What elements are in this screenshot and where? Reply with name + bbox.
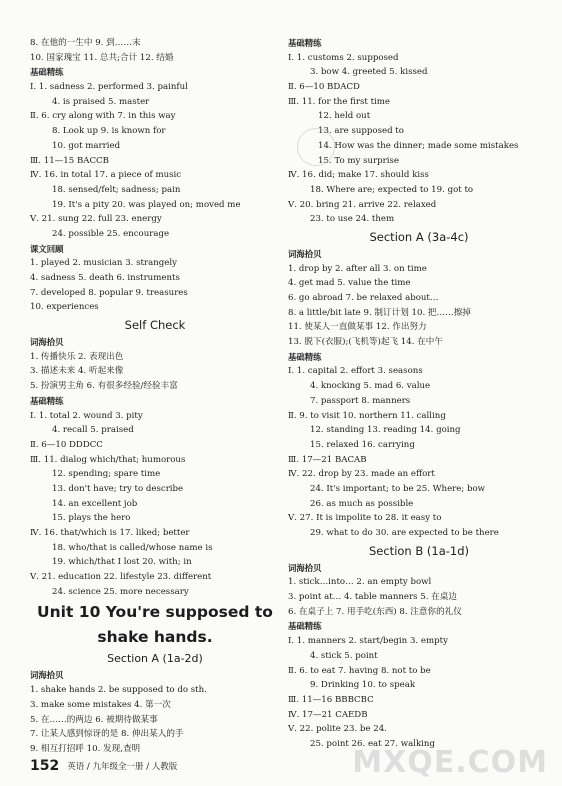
answer-line: 1. stick…into… 2. an empty bowl bbox=[288, 577, 432, 588]
answer-line: 7. 让某人感到惊讶的是 8. 伸出某人的手 bbox=[30, 729, 184, 740]
answer-line: 4. is praised 5. master bbox=[52, 96, 150, 107]
answer-line: 9. 相互打招呼 10. 发现,查明 bbox=[30, 743, 141, 754]
answer-line: 26. as much as possible bbox=[310, 498, 414, 509]
section-heading: 课文回顾 bbox=[30, 243, 64, 254]
section-title: Section A (1a-2d) bbox=[107, 652, 203, 666]
answer-line: 29. what to do 30. are expected to be there bbox=[310, 528, 499, 538]
answer-line: 3. 描述未来 4. 听起来像 bbox=[30, 366, 124, 377]
left-column bbox=[30, 36, 280, 757]
answer-line: Ⅲ. 11. dialog which/that; humorous bbox=[30, 454, 186, 465]
answer-line: 4. stick 5. point bbox=[310, 650, 378, 661]
section-heading: 基础精练 bbox=[30, 67, 64, 78]
answer-line: 1. 传播快乐 2. 表现出色 bbox=[30, 351, 124, 362]
answer-line: 10. 国家瑰宝 11. 总共;合计 12. 结婚 bbox=[30, 52, 174, 63]
answer-line: 11. 使某人一直做某事 12. 作出努力 bbox=[288, 322, 427, 333]
answer-line: Ⅱ. 6—10 BDACD bbox=[288, 82, 360, 93]
section-heading: 词海拾贝 bbox=[30, 337, 64, 348]
answer-line: 19. It's a pity 20. was played on; moved me bbox=[52, 199, 241, 210]
answer-line: 24. It's important; to be 25. Where; bow bbox=[310, 483, 486, 494]
answer-line: 3. point at… 4. table manners 5. 在桌边 bbox=[288, 592, 457, 603]
watermark-logo: MXQE.COM bbox=[352, 745, 548, 780]
answer-line: 9. Drinking 10. to speak bbox=[310, 680, 416, 691]
section-heading: 基础精练 bbox=[288, 621, 322, 632]
answer-line: 5. 在……的两边 6. 被期待做某事 bbox=[30, 714, 158, 725]
section-heading: 词海拾贝 bbox=[288, 248, 322, 259]
answer-line: 24. science 25. more necessary bbox=[52, 586, 189, 597]
answer-line: 4. recall 5. praised bbox=[52, 425, 134, 436]
answer-line: 18. who/that is called/whose name is bbox=[52, 542, 213, 553]
section-heading: 词海拾贝 bbox=[30, 670, 64, 681]
answer-line: 15. To my surprise bbox=[318, 155, 400, 166]
unit-title: Unit 10 You're supposed to bbox=[37, 603, 273, 622]
section-heading: 基础精练 bbox=[288, 38, 322, 48]
answer-line: Ⅳ. 16. in total 17. a piece of music bbox=[30, 170, 182, 181]
answer-line: 3. make some mistakes 4. 第一次 bbox=[30, 699, 171, 710]
answer-line: Ⅰ. 1. customs 2. supposed bbox=[288, 52, 399, 63]
section-heading: 基础精练 bbox=[288, 351, 322, 362]
answer-line: 15. relaxed 16. carrying bbox=[310, 439, 415, 450]
page-number: 152 bbox=[30, 758, 60, 774]
unit-title-line2: shake hands. bbox=[97, 628, 213, 647]
answer-line: 18. Where are; expected to 19. got to bbox=[310, 184, 474, 195]
answer-line: Ⅴ. 22. polite 23. be 24. bbox=[288, 724, 387, 735]
answer-line: 15. plays the hero bbox=[52, 513, 131, 524]
book-info: 英语 / 九年级全一册 / 人教版 bbox=[67, 762, 178, 772]
answer-line: 12. held out bbox=[318, 111, 371, 122]
section-title: Self Check bbox=[124, 318, 186, 333]
answer-line: 10. got married bbox=[52, 140, 121, 151]
answer-line: 14. an excellent job bbox=[52, 498, 138, 509]
answer-line: 19. which/that I lost 20. with; in bbox=[52, 557, 192, 568]
answer-line: Ⅴ. 20. bring 21. arrive 22. relaxed bbox=[288, 199, 437, 210]
answer-line: 8. 在他的一生中 9. 到……末 bbox=[30, 38, 141, 48]
answer-line: 7. passport 8. manners bbox=[310, 395, 411, 406]
answer-line: 4. get mad 5. value the time bbox=[288, 278, 411, 289]
answer-line: Ⅴ. 27. It is impolite to 28. it easy to bbox=[288, 513, 442, 524]
section-heading: 词海拾贝 bbox=[288, 562, 322, 573]
answer-line: Ⅳ. 17—21 CAEDB bbox=[288, 709, 368, 720]
answer-line: 1. played 2. musician 3. strangely bbox=[30, 258, 177, 269]
answer-line: 3. bow 4. greeted 5. kissed bbox=[310, 67, 428, 78]
answer-line: 12. standing 13. reading 14. going bbox=[310, 425, 461, 436]
answer-line: Ⅰ. 1. capital 2. effort 3. seasons bbox=[288, 366, 423, 377]
answer-line: Ⅱ. 6—10 DDDCC bbox=[30, 439, 103, 450]
section-heading: 基础精练 bbox=[30, 395, 64, 406]
answer-line: 6. go abroad 7. be relaxed about… bbox=[288, 293, 439, 303]
section-title: Section B (1a-1d) bbox=[368, 543, 470, 558]
answer-line: 6. 在桌子上 7. 用手吃(东西) 8. 注意你的礼仪 bbox=[288, 606, 462, 617]
answer-line: 18. sensed/felt; sadness; pain bbox=[52, 184, 181, 195]
answer-line: Ⅱ. 9. to visit 10. northern 11. calling bbox=[288, 410, 446, 421]
answer-line: 12. spending; spare time bbox=[52, 469, 161, 480]
answer-line: Ⅳ. 22. drop by 23. made an effort bbox=[288, 469, 435, 480]
answer-line: Ⅰ. 1. total 2. wound 3. pity bbox=[30, 410, 143, 421]
page-footer bbox=[30, 757, 177, 775]
answer-line: 13. 脱下(衣服);(飞机等)起飞 14. 在中午 bbox=[288, 337, 443, 348]
answer-line: Ⅱ. 6. cry along with 7. in this way bbox=[30, 111, 176, 122]
answer-line: 5. 扮演男主角 6. 有很多经验/经验丰富 bbox=[30, 381, 178, 392]
answer-line: Ⅰ. 1. manners 2. start/begin 3. empty bbox=[288, 636, 448, 647]
answer-line: 7. developed 8. popular 9. treasures bbox=[30, 287, 188, 298]
answer-line: 23. to use 24. them bbox=[310, 214, 395, 225]
answer-line: Ⅲ. 11. for the first time bbox=[288, 96, 391, 107]
answer-line: 1. drop by 2. after all 3. on time bbox=[288, 263, 427, 274]
answer-line: 13. don't have; try to describe bbox=[52, 483, 184, 494]
answer-line: 8. a little/bit late 9. 制订计划 10. 把……擦掉 bbox=[288, 307, 471, 318]
answer-line: Ⅴ. 21. education 22. lifestyle 23. different bbox=[30, 572, 212, 583]
answer-line: 14. How was the dinner; made some mistakes bbox=[318, 140, 519, 151]
answer-line: Ⅴ. 21. sung 22. full 23. energy bbox=[30, 214, 162, 225]
answer-line: 4. sadness 5. death 6. instruments bbox=[30, 273, 180, 283]
section-title: Section A (3a-4c) bbox=[369, 229, 469, 244]
answer-line: Ⅳ. 16. that/which is 17. liked; better bbox=[30, 528, 190, 538]
answer-line: 4. knocking 5. mad 6. value bbox=[310, 381, 431, 392]
answer-line: 24. possible 25. encourage bbox=[52, 228, 170, 239]
answer-line: Ⅲ. 11—16 BBBCBC bbox=[288, 694, 374, 705]
answer-line: 25. point 26. eat 27. walking bbox=[310, 738, 435, 749]
answer-line: Ⅲ. 11—15 BACCB bbox=[30, 155, 109, 166]
answer-line: Ⅰ. 1. sadness 2. performed 3. painful bbox=[30, 82, 188, 93]
answer-line: 1. shake hands 2. be supposed to do sth. bbox=[30, 685, 207, 696]
answer-line: 8. Look up 9. is known for bbox=[52, 126, 166, 137]
answer-line: Ⅳ. 16. did; make 17. should kiss bbox=[288, 170, 429, 181]
answer-line: 10. experiences bbox=[30, 302, 99, 313]
seal-stamp bbox=[297, 128, 335, 166]
answer-line: Ⅱ. 6. to eat 7. having 8. not to be bbox=[288, 665, 431, 676]
answer-line: 13. are supposed to bbox=[318, 126, 404, 137]
answer-line: Ⅲ. 17—21 BACAB bbox=[288, 454, 367, 465]
